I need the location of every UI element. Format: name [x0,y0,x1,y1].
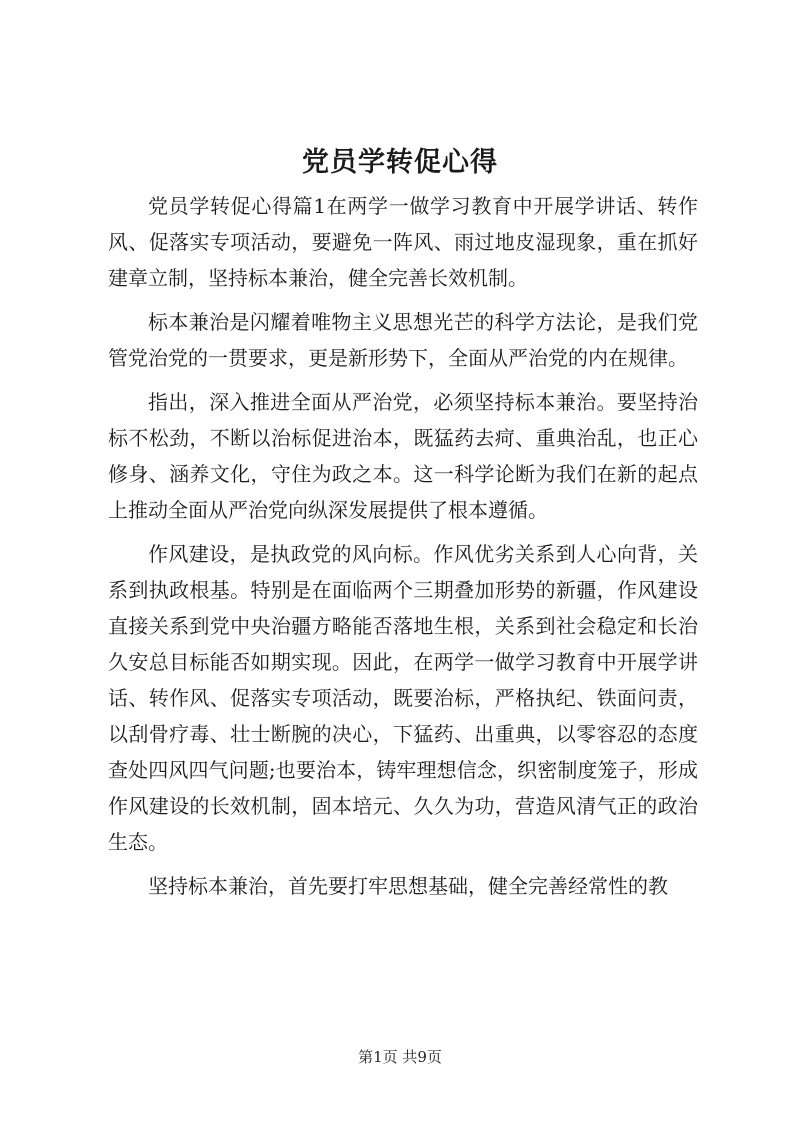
document-body [108,188,698,912]
paragraph: 标本兼治是闪耀着唯物主义思想光芒的科学方法论，是我们党管党治党的一贯要求，更是新形势下，全面从严治党的内在规律。 [108,310,698,370]
paragraph: 党员学转促心得篇1在两学一做学习教育中开展学讲话、转作风、促落实专项活动，要避免一阵风、雨过地皮湿现象，重在抓好建章立制，坚持标本兼治，健全完善长效机制。 [108,194,698,290]
page-title: 党员学转促心得 [302,147,498,178]
paragraph: 坚持标本兼治，首先要打牢思想基础，健全完善经常性的教 [148,874,668,898]
page-number-footer: 第1页 共9页 [358,1048,442,1066]
paragraph: 指出，深入推进全面从严治党，必须坚持标本兼治。要坚持治标不松劲，不断以治标促进治本，既猛药去疴、重典治乱，也正心修身、涵养文化，守住为政之本。这一科学论断为我们在新的起点上推动全面从严治党向纵深发展提供了根本遵循。 [108,390,698,522]
paragraph: 作风建设，是执政党的风向标。作风优劣关系到人心向背，关系到执政根基。特别是在面临两个三期叠加形势的新疆，作风建设直接关系到党中央治疆方略能否落地生根，关系到社会稳定和长治久安总目标能否如期实现。因此，在两学一做学习教育中开展学讲话、转作风、促落实专项活动，既要治标，严格执纪、铁面问责，以刮骨疗毒、壮士断腕的决心，下猛药、出重典，以零容忍的态度查处四风四气问题;也要治本，铸牢理想信念，织密制度笼子，形成作风建设的长效机制，固本培元、久久为功，营造风清气正的政治生态。 [108,542,698,854]
